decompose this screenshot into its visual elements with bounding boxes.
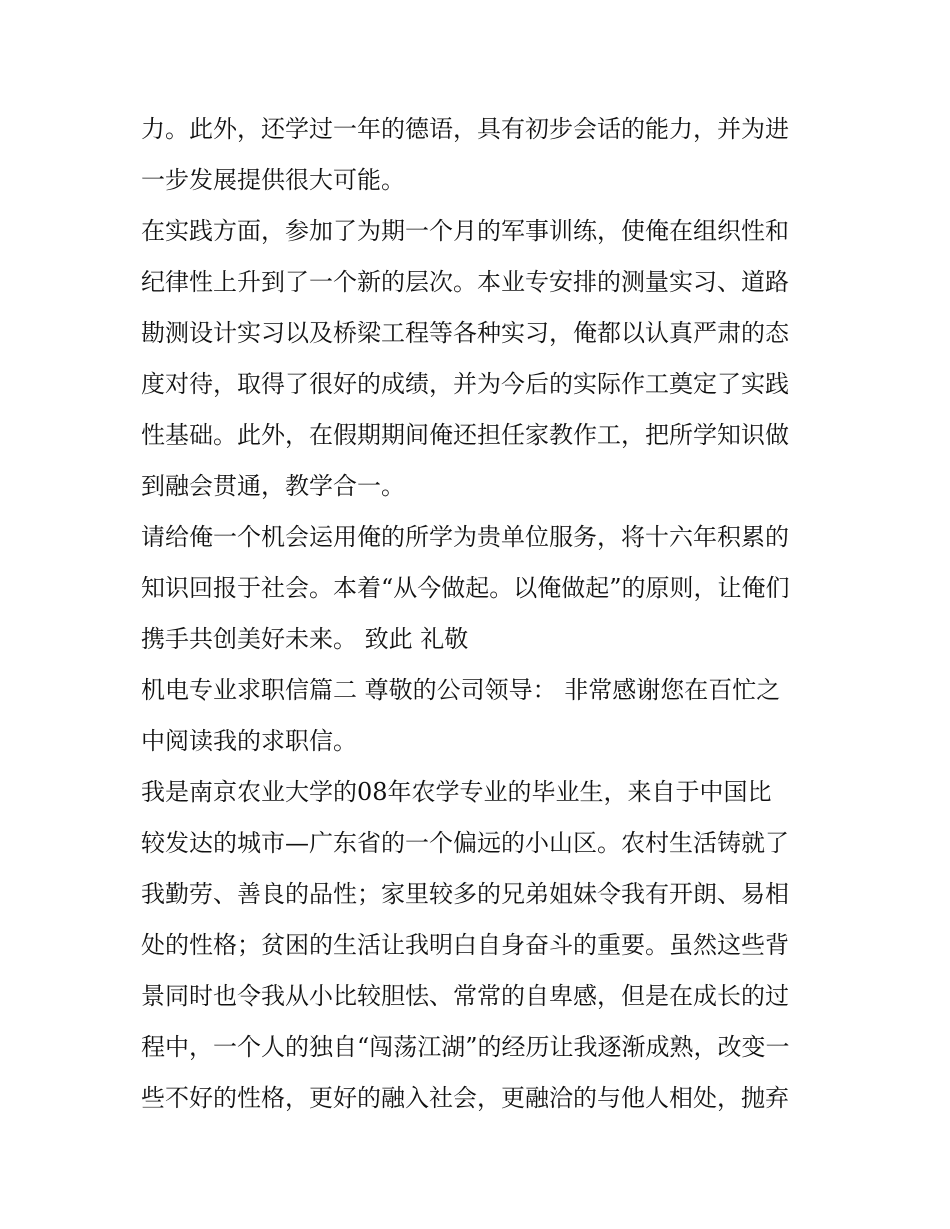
text-line: 请给俺一个机会运用俺的所学为贵单位服务，将十六年积累的 (141, 523, 789, 551)
text-line: 纪律性上升到了一个新的层次。本业专安排的测量实习、道路 (141, 268, 789, 296)
paragraph-letter-two-heading (141, 665, 821, 767)
text-line: 机电专业求职信篇二 尊敬的公司领导： 非常感谢您在百忙之 (141, 676, 781, 704)
text-line: 力。此外，还学过一年的德语，具有初步会话的能力，并为进 (141, 115, 789, 143)
text-line: 景同时也令我从小比较胆怯、常常的自卑感，但是在成长的过 (141, 982, 789, 1010)
text-line: 勘测设计实习以及桥梁工程等各种实习，俺都以认真严肃的态 (141, 319, 789, 347)
text-line: 知识回报于社会。本着“从今做起。以俺做起”的原则，让俺们 (141, 574, 790, 602)
text-line: 较发达的城市—广东省的一个偏远的小山区。农村生活铸就了 (141, 829, 789, 857)
text-line: 度对待，取得了很好的成绩，并为今后的实际作工奠定了实践 (141, 370, 789, 398)
text-line: 中阅读我的求职信。 (141, 727, 357, 755)
document-body (141, 104, 821, 1124)
text-line: 携手共创美好未来。 致此 礼敬 (141, 625, 469, 653)
text-line: 些不好的性格，更好的融入社会，更融洽的与他人相处，抛弃 (141, 1084, 789, 1112)
paragraph-self-introduction (141, 767, 821, 1124)
text-line: 我勤劳、善良的品性；家里较多的兄弟姐妹令我有开朗、易相 (141, 880, 789, 908)
text-line: 到融会贯通，教学合一。 (141, 472, 405, 500)
paragraph-closing-request (141, 512, 821, 665)
text-line: 性基础。此外，在假期期间俺还担任家教作工，把所学知识做 (141, 421, 789, 449)
paragraph-practice-experience (141, 206, 821, 512)
text-line: 处的性格；贫困的生活让我明白自身奋斗的重要。虽然这些背 (141, 931, 789, 959)
text-line: 程中，一个人的独自“闯荡江湖”的经历让我逐渐成熟，改变一 (141, 1033, 790, 1061)
text-line: 我是南京农业大学的08年农学专业的毕业生，来自于中国比 (141, 778, 772, 806)
paragraph-language-skills (141, 104, 821, 206)
text-line: 一步发展提供很大可能。 (141, 166, 405, 194)
text-line: 在实践方面，参加了为期一个月的军事训练，使俺在组织性和 (141, 217, 789, 245)
